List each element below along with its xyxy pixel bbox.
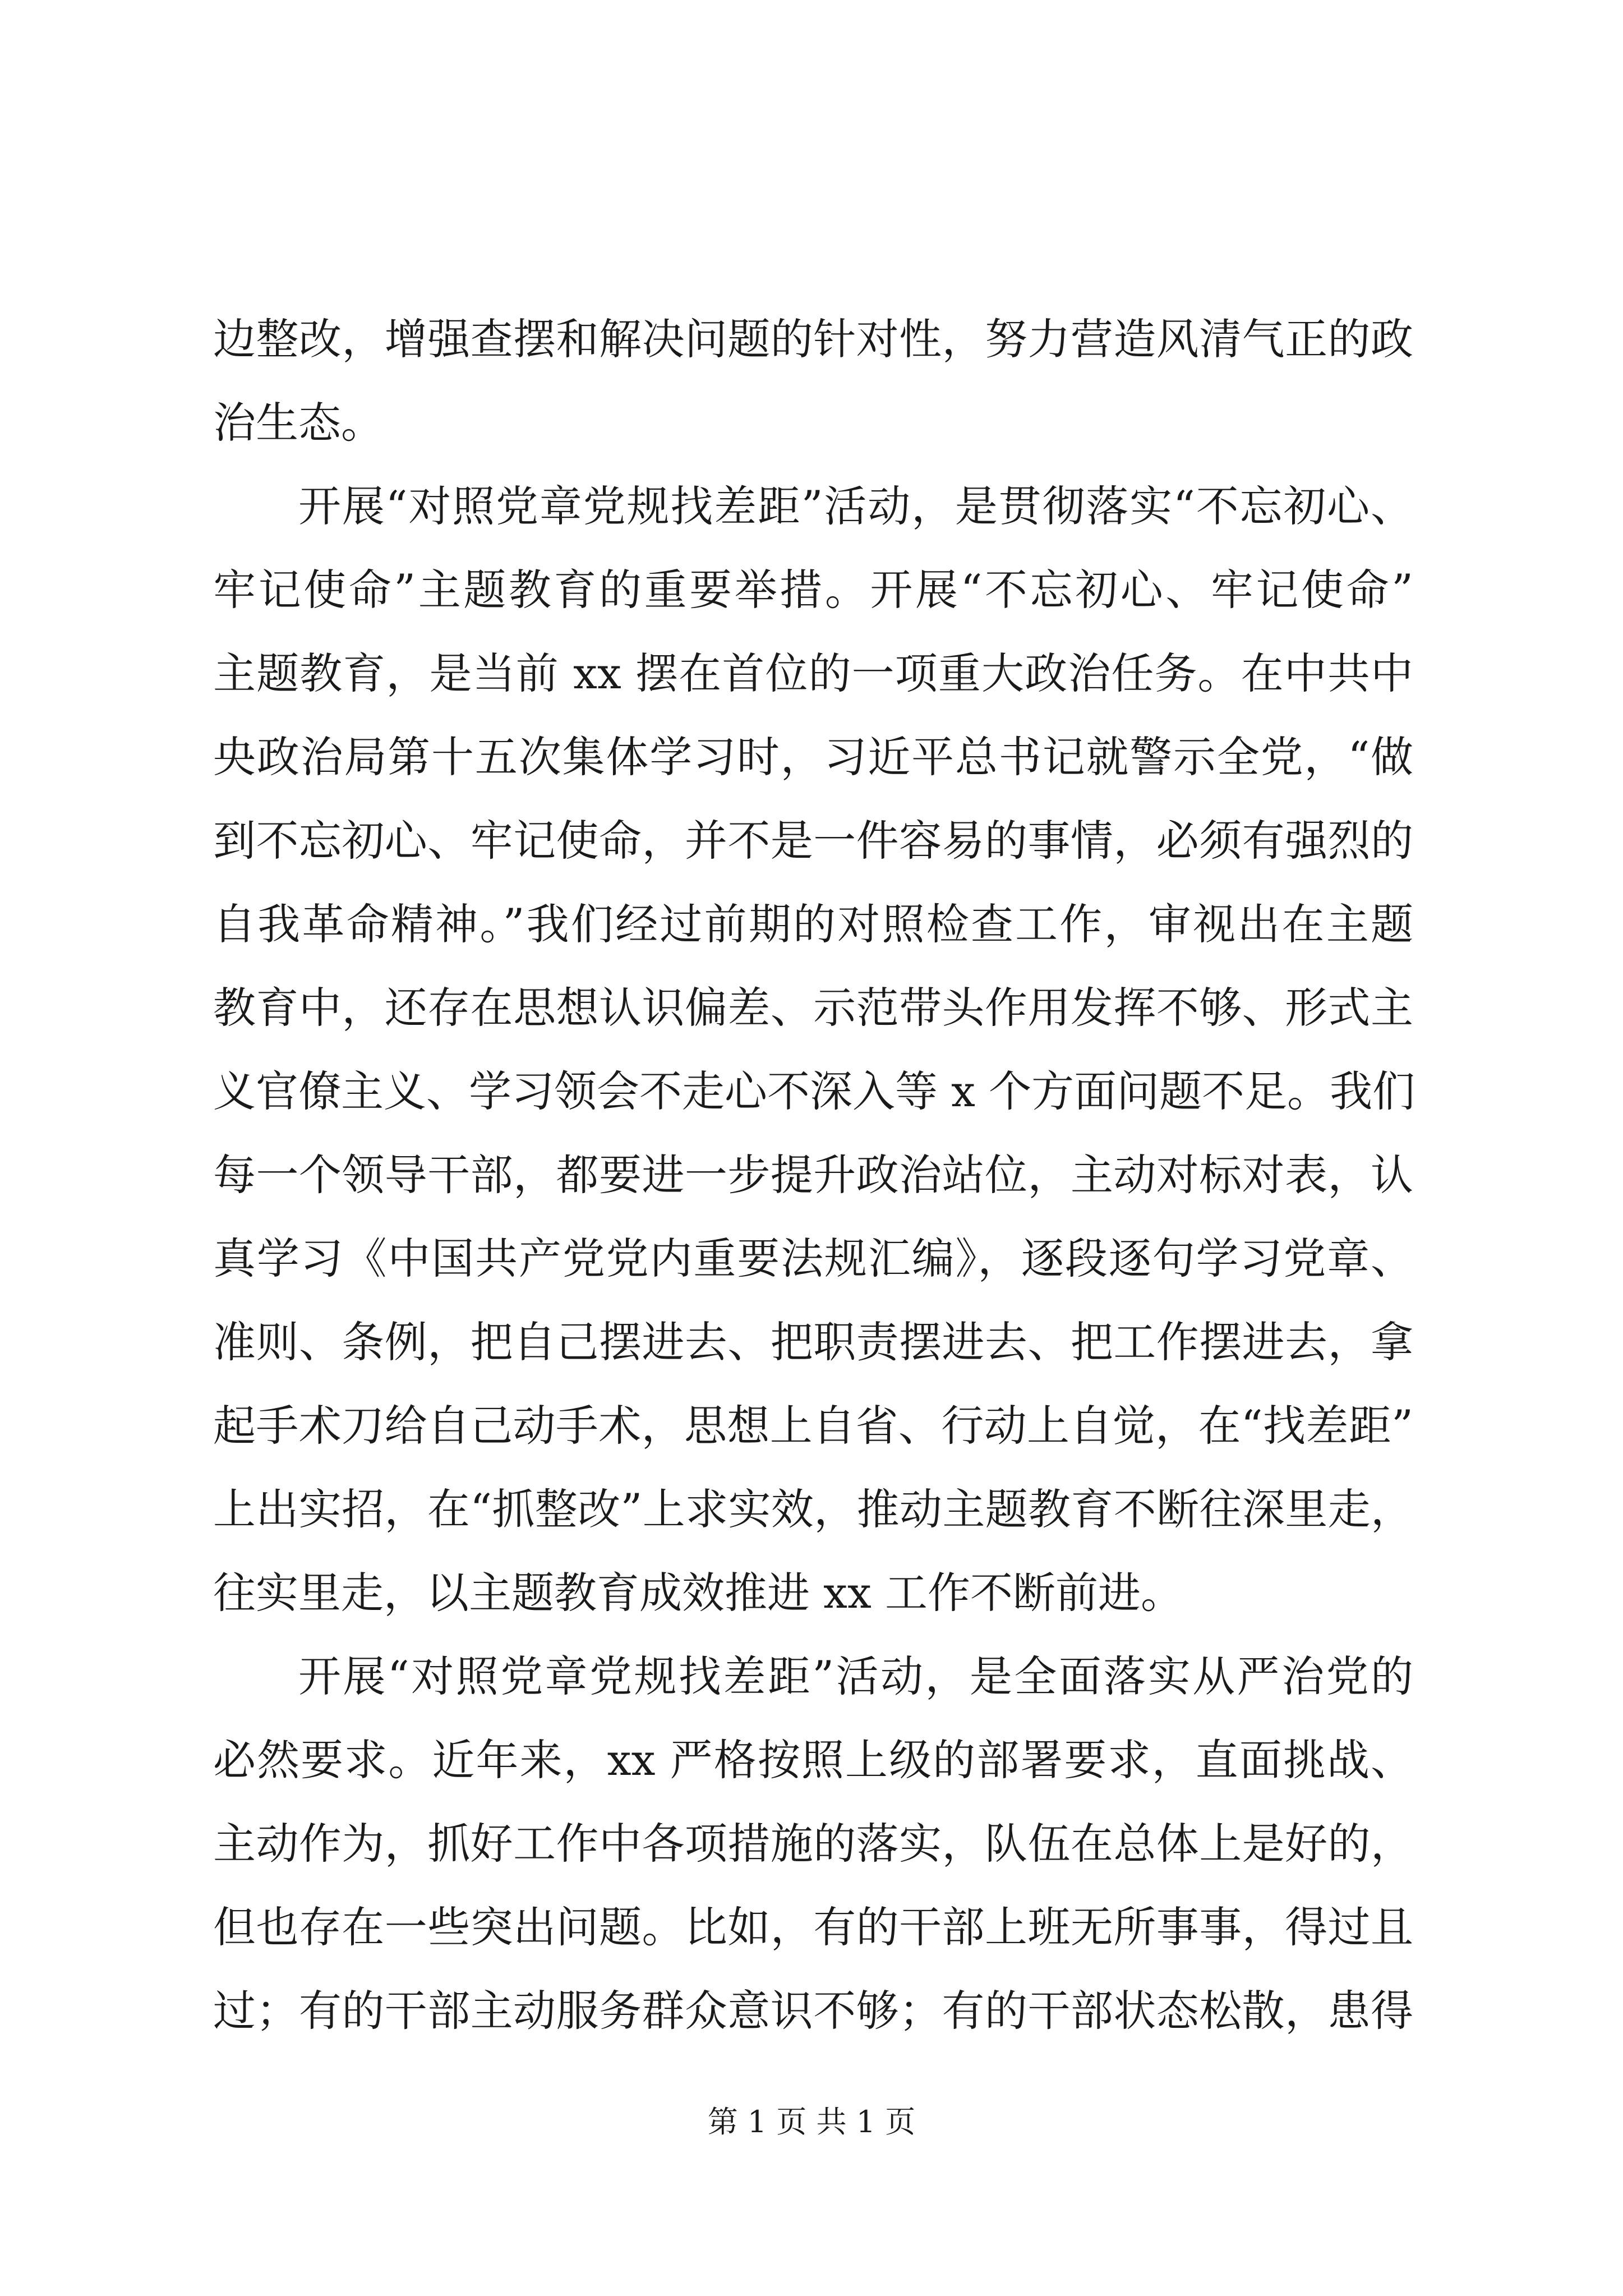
- text-line: 牢记使命”主题教育的重要举措。开展“不忘初心、牢记使命”: [213, 565, 1413, 615]
- text-line: 治生态。: [213, 398, 384, 448]
- paragraph-first-line: 开展“对照党章党规找差距”活动，是全面落实从严治党的: [298, 1651, 1413, 1701]
- text-line: 但也存在一些突出问题。比如，有的干部上班无所事事，得过且: [213, 1902, 1413, 1952]
- text-line: 准则、条例，把自己摆进去、把职责摆进去、把工作摆进去，拿: [213, 1317, 1413, 1367]
- text-line: 教育中，还存在思想认识偏差、示范带头作用发挥不够、形式主: [213, 983, 1413, 1033]
- text-line: 真学习《中国共产党党内重要法规汇编》，逐段逐句学习党章、: [213, 1234, 1413, 1283]
- text-line: 主动作为，抓好工作中各项措施的落实，队伍在总体上是好的，: [213, 1819, 1413, 1869]
- text-line: 央政治局第十五次集体学习时，习近平总书记就警示全党，“做: [213, 732, 1413, 782]
- text-line: 主题教育，是当前 xx 摆在首位的一项重大政治任务。在中共中: [213, 648, 1413, 698]
- document-body: [213, 297, 1413, 2053]
- text-line: 到不忘初心、牢记使命，并不是一件容易的事情，必须有强烈的: [213, 816, 1413, 866]
- text-line: 每一个领导干部，都要进一步提升政治站位，主动对标对表，认: [213, 1150, 1413, 1200]
- text-line: 往实里走，以主题教育成效推进 xx 工作不断前进。: [213, 1568, 1184, 1618]
- text-line: 起手术刀给自己动手术，思想上自省、行动上自觉，在“找差距”: [213, 1401, 1413, 1451]
- text-line: 自我革命精神。”我们经过前期的对照检查工作，审视出在主题: [213, 899, 1413, 949]
- page-footer: 第 1 页 共 1 页: [707, 2104, 916, 2139]
- paragraph-first-line: 开展“对照党章党规找差距”活动，是贯彻落实“不忘初心、: [298, 481, 1413, 531]
- text-line: 上出实招，在“抓整改”上求实效，推动主题教育不断往深里走，: [213, 1484, 1413, 1534]
- text-line: 义官僚主义、学习领会不走心不深入等 x 个方面问题不足。我们: [213, 1066, 1415, 1116]
- text-line: 过；有的干部主动服务群众意识不够；有的干部状态松散，患得: [213, 1986, 1413, 2036]
- text-line: 边整改，增强查摆和解决问题的针对性，努力营造风清气正的政: [213, 314, 1413, 364]
- text-line: 必然要求。近年来，xx 严格按照上级的部署要求，直面挑战、: [213, 1735, 1413, 1785]
